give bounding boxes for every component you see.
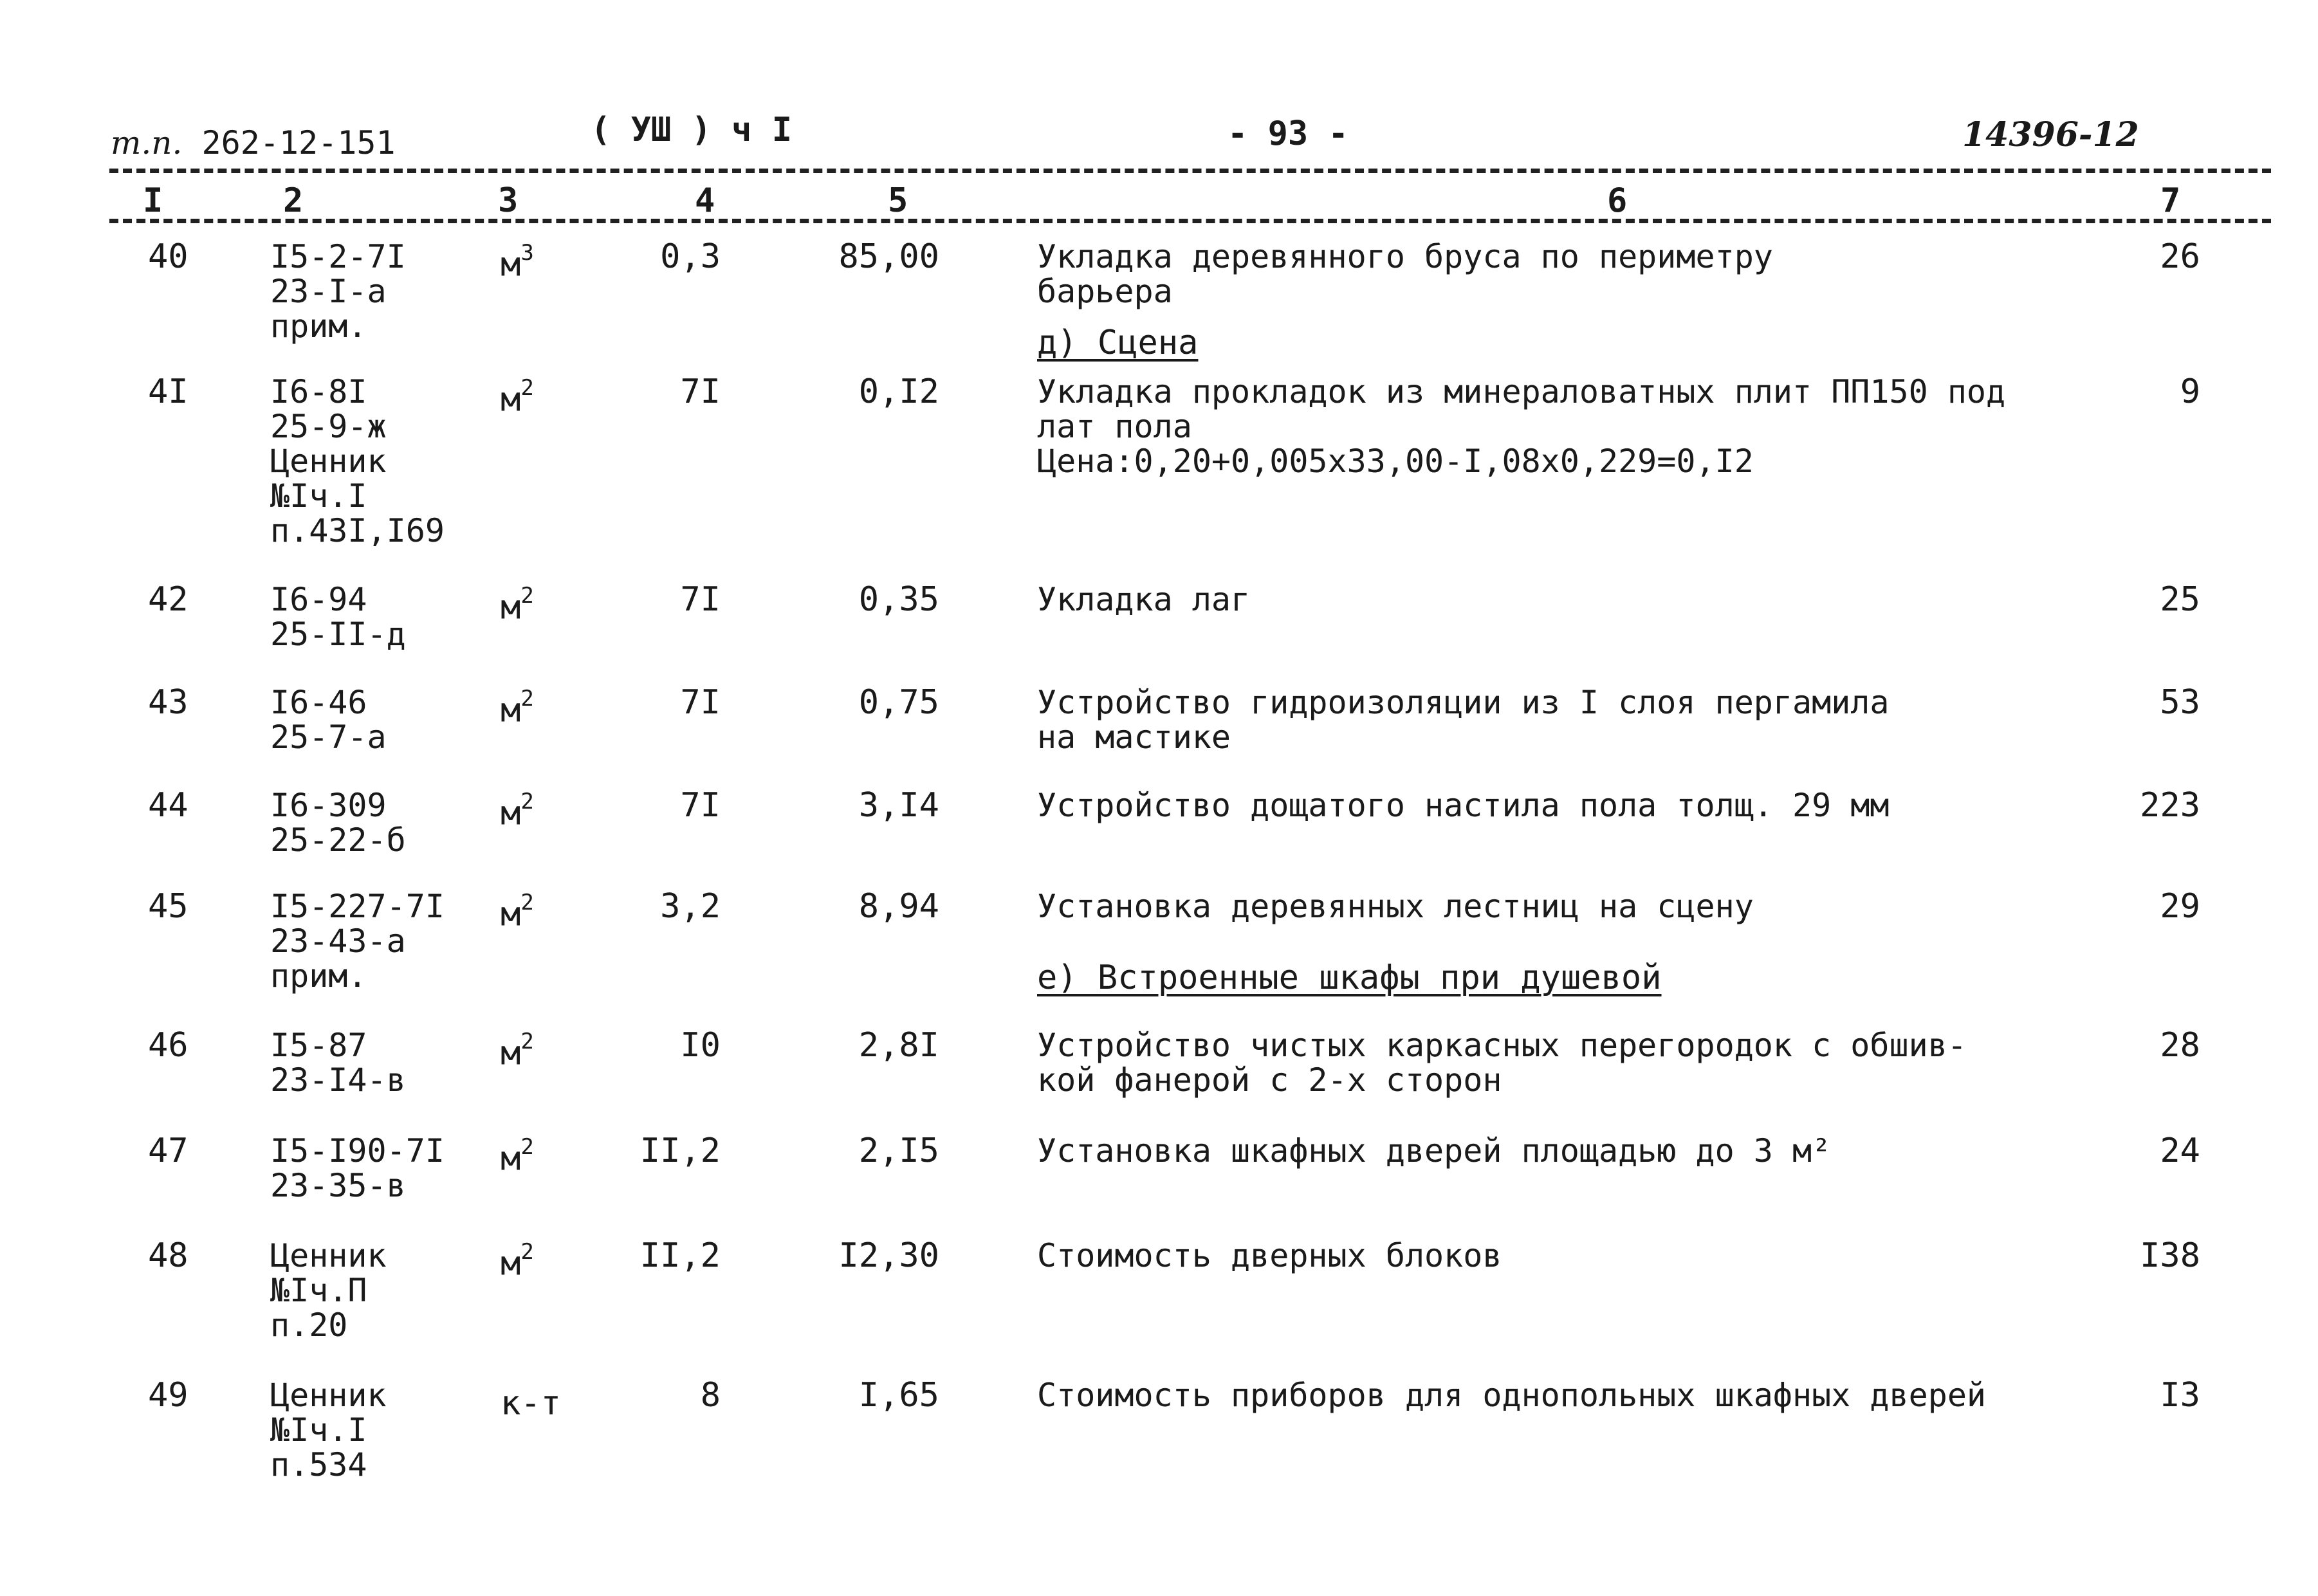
total-cost: I3 [2160, 1376, 2200, 1415]
work-description: Стоимость дверных блоков [1037, 1237, 1502, 1274]
row-number: 45 [148, 887, 189, 926]
work-description: Устройство чистых каркасных перегородок с обшив- кой фанерой с 2-х сторон [1037, 1027, 1967, 1099]
column-number-3: 3 [498, 181, 519, 220]
norm-code: I6-94 25-II-д [270, 581, 406, 653]
section-label: ( УШ ) ч I [591, 111, 793, 149]
column-number-6: 6 [1607, 181, 1628, 220]
work-description: Устройство дощатого настила пола толщ. 29 мм [1037, 787, 1890, 824]
work-description: Укладка деревянного бруса по периметру барьера [1037, 238, 1773, 310]
column-number-4: 4 [695, 181, 715, 220]
norm-code: Ценник №Iч.П п.20 [270, 1237, 387, 1344]
row-number: 48 [148, 1236, 189, 1275]
subsection-heading-cabinets: е) Встроенные шкафы при душевой [1037, 959, 1662, 997]
total-cost: 26 [2160, 237, 2200, 276]
header-rule-bottom [109, 219, 2271, 223]
work-description: Установка шкафных дверей площадью до 3 м² [1037, 1132, 1832, 1169]
work-description: Укладка прокладок из минераловатных плит ПП150 под лат пола Цена:0,20+0,005х33,00-I,08х0,229=0,I2 [1037, 373, 2006, 480]
total-cost: 29 [2160, 887, 2200, 926]
row-number: 47 [148, 1132, 189, 1170]
total-cost: 25 [2160, 580, 2200, 619]
norm-code: Ценник №Iч.I п.534 [270, 1377, 387, 1483]
quantity: 0,3 [660, 237, 721, 276]
unit: $м^2$ [501, 890, 534, 934]
unit-price: 0,I2 [858, 372, 939, 411]
quantity: 8 [700, 1376, 721, 1415]
subsection-heading-scene: д) Сцена [1037, 324, 1199, 362]
work-description: Устройство гидроизоляции из I слоя пергамила на мастике [1037, 684, 1890, 756]
norm-code: I5-2-7I 23-I-а прим. [270, 238, 406, 345]
total-cost: 53 [2160, 683, 2200, 722]
unit-price: 0,75 [858, 683, 939, 722]
row-number: 49 [148, 1376, 189, 1415]
total-cost: I38 [2140, 1236, 2200, 1275]
norm-code: I5-I90-7I 23-35-в [270, 1132, 445, 1204]
unit: $м^2$ [501, 583, 534, 627]
work-description: Стоимость приборов для однопольных шкафных дверей [1037, 1377, 1987, 1414]
quantity: 7I [680, 580, 721, 619]
unit: $м^2$ [501, 375, 534, 419]
norm-code: I5-227-7I 23-43-а прим. [270, 888, 445, 995]
total-cost: 223 [2140, 786, 2200, 825]
unit: $м^2$ [501, 1029, 534, 1073]
doc-number: 262-12-151 [201, 124, 396, 161]
unit-price: 3,I4 [858, 786, 939, 825]
norm-code: I5-87 23-I4-в [270, 1027, 406, 1099]
quantity: I0 [680, 1026, 721, 1065]
quantity: 3,2 [660, 887, 721, 926]
unit-price: 85,00 [838, 237, 939, 276]
unit-price: 8,94 [858, 887, 939, 926]
row-number: 4I [148, 372, 189, 411]
work-description: Укладка лаг [1037, 581, 1251, 618]
document-designation [111, 124, 396, 162]
column-number-1: I [143, 181, 163, 220]
quantity: 7I [680, 786, 721, 825]
unit: $м^2$ [501, 1134, 534, 1179]
norm-code: I6-8I 25-9-ж Ценник №Iч.I п.43I,I69 [270, 373, 445, 549]
quantity: 7I [680, 683, 721, 722]
norm-code: I6-309 25-22-б [270, 787, 406, 859]
page-number: - 93 - [1228, 115, 1348, 153]
column-number-7: 7 [2160, 181, 2181, 220]
quantity: II,2 [639, 1132, 721, 1170]
column-number-5: 5 [888, 181, 908, 220]
header-rule-top [109, 169, 2271, 173]
total-cost: 9 [2180, 372, 2200, 411]
unit: $м^2$ [501, 686, 534, 730]
norm-code: I6-46 25-7-а [270, 684, 387, 756]
unit-price: I,65 [858, 1376, 939, 1415]
quantity: II,2 [639, 1236, 721, 1275]
row-number: 40 [148, 237, 189, 276]
unit-price: 0,35 [858, 580, 939, 619]
unit: $м^2$ [501, 1239, 534, 1283]
total-cost: 24 [2160, 1132, 2200, 1170]
doc-prefix: т.п. [111, 124, 183, 161]
unit: $м^3$ [501, 240, 534, 284]
row-number: 43 [148, 683, 189, 722]
unit: $м^2$ [501, 789, 534, 833]
row-number: 46 [148, 1026, 189, 1065]
unit-price: I2,30 [838, 1236, 939, 1275]
row-number: 44 [148, 786, 189, 825]
column-number-2: 2 [283, 181, 304, 220]
row-number: 42 [148, 580, 189, 619]
total-cost: 28 [2160, 1026, 2200, 1065]
unit-price: 2,8I [858, 1026, 939, 1065]
work-description: Установка деревянных лестниц на сцену [1037, 888, 1754, 925]
quantity: 7I [680, 372, 721, 411]
archive-code: 14396-12 [1962, 115, 2139, 154]
unit-price: 2,I5 [858, 1132, 939, 1170]
unit: к-т [501, 1384, 561, 1423]
